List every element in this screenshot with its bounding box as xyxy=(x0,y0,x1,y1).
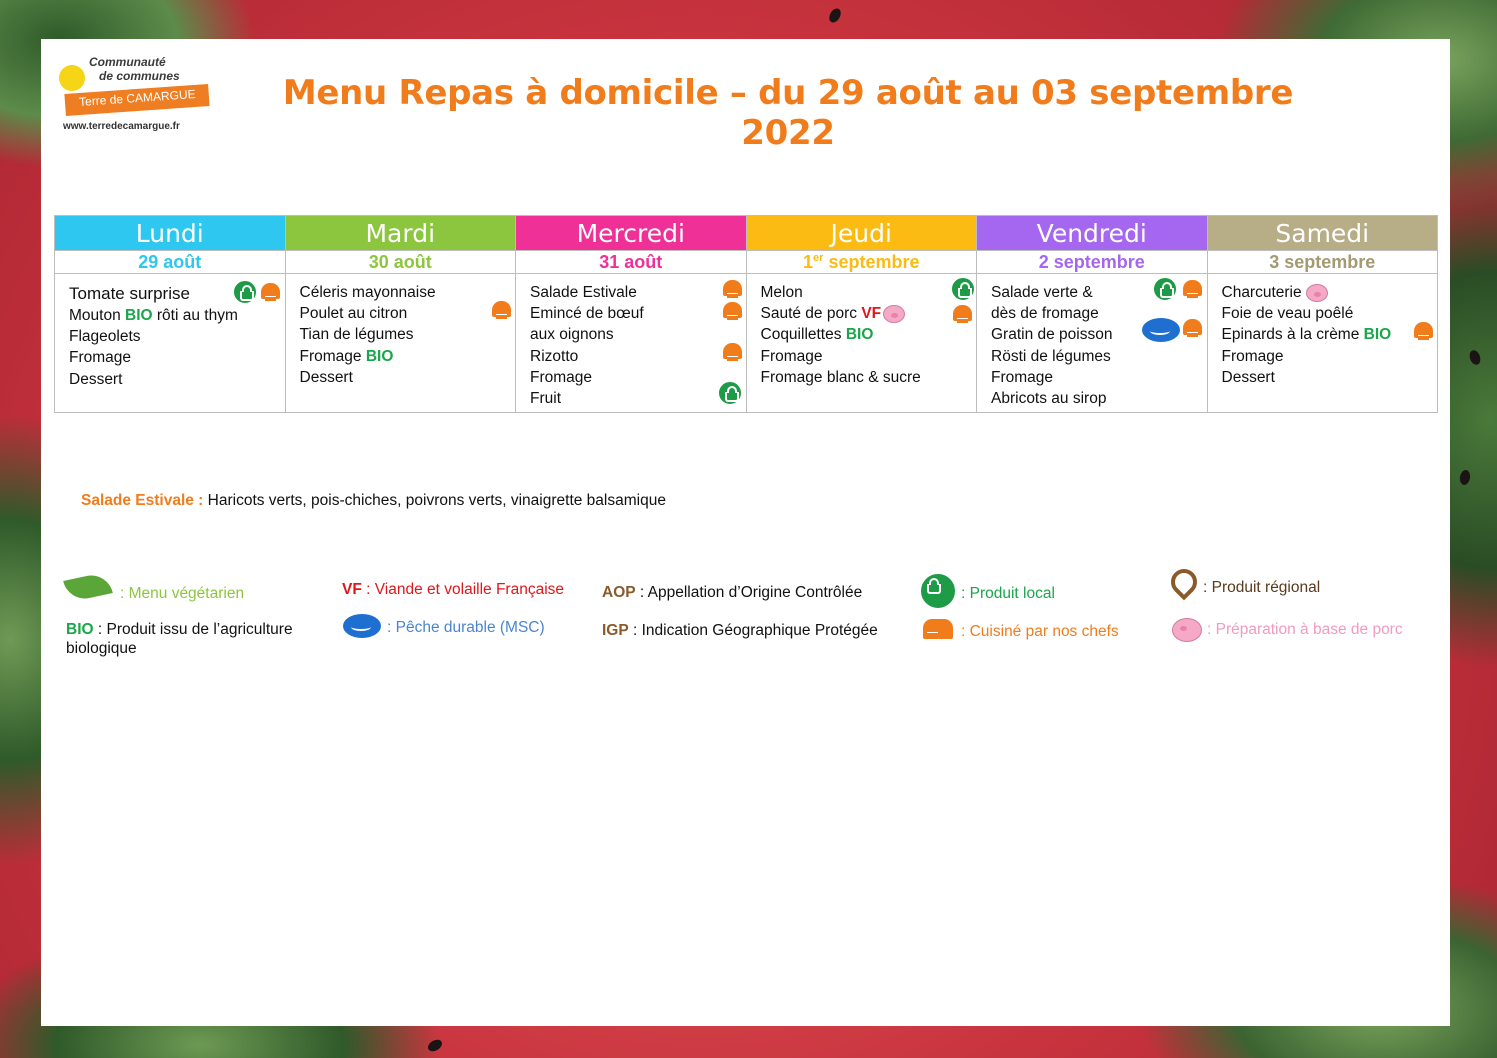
day-header-mardi: Mardi xyxy=(285,216,516,251)
legend-vf xyxy=(342,580,564,599)
legend-aop-key: AOP xyxy=(602,584,636,601)
fish-msc-icon xyxy=(343,614,381,638)
menu-item: Mouton BIO rôti au thym xyxy=(69,307,238,324)
menu-item: Fromage xyxy=(1221,347,1284,365)
menu-item: Gratin de poisson xyxy=(991,326,1113,344)
menu-item: Dessert xyxy=(1221,368,1275,386)
menu-item: Sauté de porc VF xyxy=(761,303,921,324)
bio-label: BIO xyxy=(365,347,394,365)
day-header-jeudi: Jeudi xyxy=(746,216,977,251)
map-pin-icon xyxy=(1166,564,1203,601)
menu-item: dès de fromage xyxy=(991,305,1099,323)
chef-hat-icon xyxy=(261,283,280,299)
menu-item: Emincé de bœuf xyxy=(530,305,644,323)
bio-label: BIO xyxy=(845,326,874,344)
menu-item: Fruit xyxy=(530,390,561,408)
pig-icon xyxy=(1172,618,1202,642)
menu-item: Charcuterie xyxy=(1222,282,1392,303)
chef-hat-icon xyxy=(1414,322,1433,338)
seed-decoration xyxy=(827,7,843,25)
date-jeudi-suffix: er xyxy=(813,251,824,264)
legend-vegetarien: : Menu végétarien xyxy=(120,585,245,602)
date-mardi: 30 août xyxy=(285,251,516,274)
seed-decoration xyxy=(1468,349,1483,367)
chef-hat-icon xyxy=(492,301,511,317)
date-jeudi-day: 1 xyxy=(803,251,814,272)
date-jeudi xyxy=(746,251,977,274)
seed-decoration xyxy=(1459,469,1471,486)
basket-icon xyxy=(234,281,256,303)
legend-bio-text: : Produit issu de l’agriculture xyxy=(97,621,293,638)
day-header-row xyxy=(55,216,1438,251)
date-mercredi: 31 août xyxy=(516,251,747,274)
basket-icon xyxy=(921,574,955,608)
legend-vf-text: : Viande et volaille Française xyxy=(366,581,565,598)
basket-icon xyxy=(952,278,974,300)
day-header-samedi: Samedi xyxy=(1207,216,1438,251)
menu-item: Fromage xyxy=(991,368,1054,386)
note-text: Haricots verts, pois-chiches, poivrons verts, vinaigrette balsamique xyxy=(207,492,666,509)
legend-aop-text: : Appellation d’Origine Contrôlée xyxy=(639,584,863,601)
menu-item: Abricots au sirop xyxy=(991,390,1107,408)
date-vendredi: 2 septembre xyxy=(977,251,1208,274)
menu-item: Salade verte & xyxy=(991,284,1093,301)
pig-icon xyxy=(883,305,905,323)
chef-hat-icon xyxy=(1183,319,1202,335)
date-row xyxy=(55,251,1438,274)
menu-row xyxy=(55,274,1438,413)
menu-item: Tian de légumes xyxy=(299,326,414,344)
legend-bio-text2: biologique xyxy=(66,640,137,657)
menu-item: Flageolets xyxy=(69,328,141,346)
menu-item: Fromage blanc & sucre xyxy=(760,368,921,386)
bio-label: BIO xyxy=(125,307,153,324)
day-header-mercredi: Mercredi xyxy=(516,216,747,251)
menu-item: Foie de veau poêlé xyxy=(1221,305,1354,323)
leaf-icon xyxy=(63,571,113,602)
basket-icon xyxy=(719,382,741,404)
menu-item: Fromage xyxy=(760,347,823,365)
legend-porc: : Préparation à base de porc xyxy=(1207,621,1403,638)
menu-item: Dessert xyxy=(299,368,353,386)
legend-aop xyxy=(602,583,862,602)
logo-line2: de communes xyxy=(99,69,180,83)
menu-item: Rösti de légumes xyxy=(991,347,1111,365)
legend-igp-text: : Indication Géographique Protégée xyxy=(633,622,878,639)
legend-regional: : Produit régional xyxy=(1203,579,1321,596)
menu-item: Melon xyxy=(760,284,803,301)
menu-item: Fromage BIO xyxy=(299,347,394,365)
legend-bio-key: BIO xyxy=(66,621,94,638)
day-header-lundi: Lundi xyxy=(55,216,286,251)
chef-hat-icon xyxy=(723,280,742,296)
sun-icon xyxy=(59,65,85,91)
logo xyxy=(57,53,217,135)
menu-item: aux oignons xyxy=(530,326,614,344)
menu-item: Dessert xyxy=(69,370,123,388)
menu-cell-vendredi xyxy=(977,274,1208,413)
menu-cell-mercredi xyxy=(516,274,747,413)
chef-hat-icon xyxy=(723,302,742,318)
page-title: Menu Repas à domicile – du 29 août au 03 septembre 2022 xyxy=(282,73,1294,153)
menu-item: Epinards à la crème BIO xyxy=(1221,326,1392,344)
legend-vf-key: VF xyxy=(342,581,362,598)
menu-item: Céleris mayonnaise xyxy=(299,284,436,301)
logo-band-text: Terre de CAMARGUE xyxy=(78,86,197,110)
date-jeudi-month: septembre xyxy=(828,251,920,272)
basket-icon xyxy=(1154,278,1176,300)
legend-msc: : Pêche durable (MSC) xyxy=(387,619,545,636)
legend-igp-key: IGP xyxy=(602,622,629,639)
date-samedi: 3 septembre xyxy=(1207,251,1438,274)
menu-item: Salade Estivale xyxy=(530,284,637,301)
salad-note xyxy=(81,492,666,510)
menu-cell-mardi xyxy=(285,274,516,413)
legend-chefs: : Cuisiné par nos chefs xyxy=(961,623,1119,640)
legend-igp xyxy=(602,621,878,640)
day-header-vendredi: Vendredi xyxy=(977,216,1208,251)
chef-hat-icon xyxy=(723,343,742,359)
logo-url: www.terredecamargue.fr xyxy=(63,121,180,132)
legend-bio xyxy=(66,620,293,658)
menu-item: Poulet au citron xyxy=(299,305,408,323)
pig-icon xyxy=(1306,284,1328,302)
menu-item: Coquillettes BIO xyxy=(760,326,874,344)
menu-page xyxy=(41,39,1450,1026)
legend-local: : Produit local xyxy=(961,585,1055,602)
chef-hat-icon xyxy=(1183,280,1202,296)
chef-hat-icon xyxy=(953,305,972,321)
logo-line1: Communauté xyxy=(89,55,166,69)
menu-item: Tomate surprise xyxy=(69,284,190,303)
menu-item: Fromage xyxy=(69,349,132,367)
menu-cell-jeudi xyxy=(746,274,977,413)
chef-hat-icon xyxy=(923,619,953,639)
menu-item: Rizotto xyxy=(530,347,579,365)
menu-cell-samedi xyxy=(1207,274,1438,413)
menu-cell-lundi xyxy=(55,274,286,413)
bio-label: BIO xyxy=(1363,326,1392,344)
menu-item: Fromage xyxy=(530,368,593,386)
weekly-menu-table xyxy=(54,215,1438,413)
date-lundi: 29 août xyxy=(55,251,286,274)
fish-msc-icon xyxy=(1142,318,1180,342)
vf-label: VF xyxy=(861,305,882,323)
seed-decoration xyxy=(426,1037,444,1053)
note-label: Salade Estivale : xyxy=(81,492,204,509)
